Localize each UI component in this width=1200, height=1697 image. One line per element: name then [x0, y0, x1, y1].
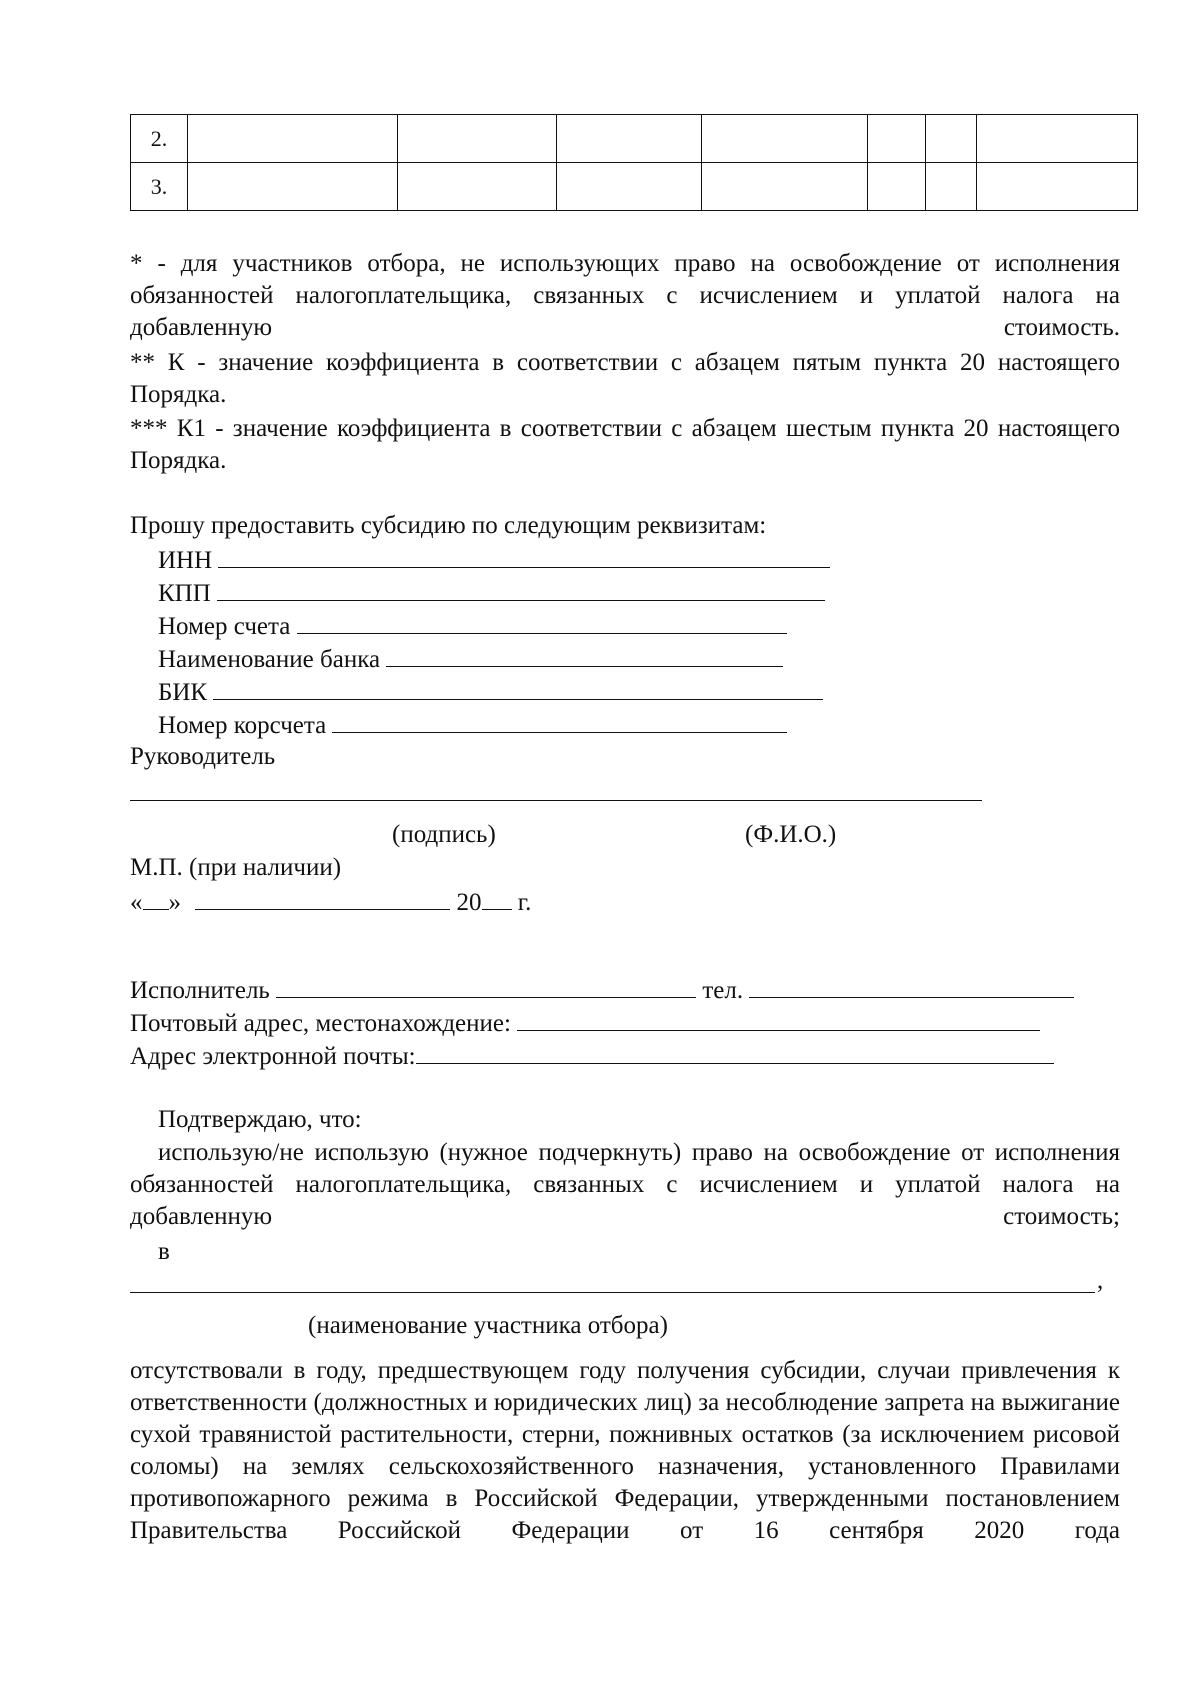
footnote-k: ** К - значение коэффициента в соответствии с абзацем пятым пункта 20 настоящего Порядка. [130, 349, 1120, 408]
inn-row [158, 543, 830, 577]
table-cell [868, 163, 926, 211]
comma-mark: , [1097, 1267, 1104, 1294]
phone-field[interactable] [749, 973, 1074, 998]
table-cell [926, 115, 977, 163]
day-field[interactable] [143, 885, 169, 910]
signature-line[interactable] [130, 800, 982, 801]
bank-label: Наименование банка [158, 646, 381, 673]
date-close-quote: » [168, 889, 181, 916]
account-label: Номер счета [158, 613, 291, 640]
row-number-cell: 2. [131, 115, 188, 163]
kpp-field[interactable] [217, 576, 825, 601]
request-intro: Прошу предоставить субсидию по следующим реквизитам: [130, 512, 767, 539]
bik-field[interactable] [213, 675, 823, 700]
table-cell [926, 163, 977, 211]
date-row [130, 885, 531, 919]
bik-label: БИК [158, 679, 208, 706]
email-field[interactable] [416, 1039, 1054, 1064]
confirm-title: Подтверждаю, что: [158, 1106, 362, 1133]
in-word: в [158, 1238, 170, 1265]
row-number-cell: 3. [131, 163, 188, 211]
corr-field[interactable] [332, 708, 787, 733]
footnote-k1: *** К1 - значение коэффициента в соответствии с абзацем шестым пункта 20 настоящего Порядка. [130, 415, 1120, 474]
table-cell [398, 115, 557, 163]
table-cell [868, 115, 926, 163]
table-row [131, 163, 1138, 211]
table-cell [398, 163, 557, 211]
account-field[interactable] [297, 609, 787, 634]
year-suffix: г. [517, 889, 532, 916]
date-open-quote: « [130, 889, 143, 916]
participant-caption: (наименование участника отбора) [308, 1312, 668, 1339]
corr-label: Номер корсчета [158, 712, 327, 739]
bank-field[interactable] [386, 642, 783, 667]
phone-label: тел. [702, 977, 744, 1004]
inn-label: ИНН [158, 547, 213, 574]
absence-paragraph: отсутствовали в году, предшествующем году получения субсидии, случаи привлечения к ответственности (должностных и юридических лиц) за несоблюдение запрета на выжигание сухой травянистой растительности, стерни, пожнивных остатков (за исключением рисовой соломы) на землях сельскохозяйственного назначения, установленного Правилами противопожарного режима в Российской Федерации, утвержденными постановлением Правительства Российской Федерации от 16 сентября 2020 года [130, 1357, 1120, 1544]
sign-caption: (подпись) [392, 821, 496, 848]
email-label: Адрес электронной почты: [130, 1043, 416, 1070]
table-row [131, 115, 1138, 163]
table-cell [977, 163, 1138, 211]
table-cell [557, 115, 702, 163]
year-prefix: 20 [456, 889, 482, 916]
executor-field[interactable] [276, 973, 696, 998]
postal-field[interactable] [517, 1006, 1040, 1031]
vat-paragraph: использую/не использую (нужное подчеркнуть) право на освобождение от исполнения обязанностей налогоплательщика, связанных с исчислением и уплатой налога на добавленную стоимость; [130, 1139, 1120, 1230]
account-row [158, 609, 787, 643]
head-label: Руководитель [130, 743, 276, 770]
data-table [130, 114, 1138, 211]
bank-row [158, 642, 783, 676]
executor-row [130, 973, 1074, 1007]
month-field[interactable] [195, 885, 450, 910]
table-cell [188, 115, 398, 163]
stamp-label: М.П. (при наличии) [130, 854, 342, 881]
table-cell [977, 115, 1138, 163]
postal-row [130, 1006, 1040, 1040]
table-cell [702, 115, 868, 163]
kpp-label: КПП [158, 580, 211, 607]
table-cell [702, 163, 868, 211]
fio-caption: (Ф.И.О.) [745, 821, 837, 848]
kpp-row [158, 576, 825, 610]
executor-label: Исполнитель [130, 977, 270, 1004]
footnote-vat: * - для участников отбора, не использующих право на освобождение от исполнения обязанностей налогоплательщика, связанных с исчислением и уплатой налога на добавленную стоимость. [130, 250, 1120, 341]
corr-row [158, 708, 787, 742]
email-row [130, 1039, 1054, 1073]
inn-field[interactable] [218, 543, 830, 568]
bik-row [158, 675, 823, 709]
table-cell [557, 163, 702, 211]
table-cell [188, 163, 398, 211]
postal-label: Почтовый адрес, местонахождение: [130, 1010, 511, 1037]
year-field[interactable] [482, 885, 512, 910]
participant-line[interactable] [130, 1292, 1095, 1293]
